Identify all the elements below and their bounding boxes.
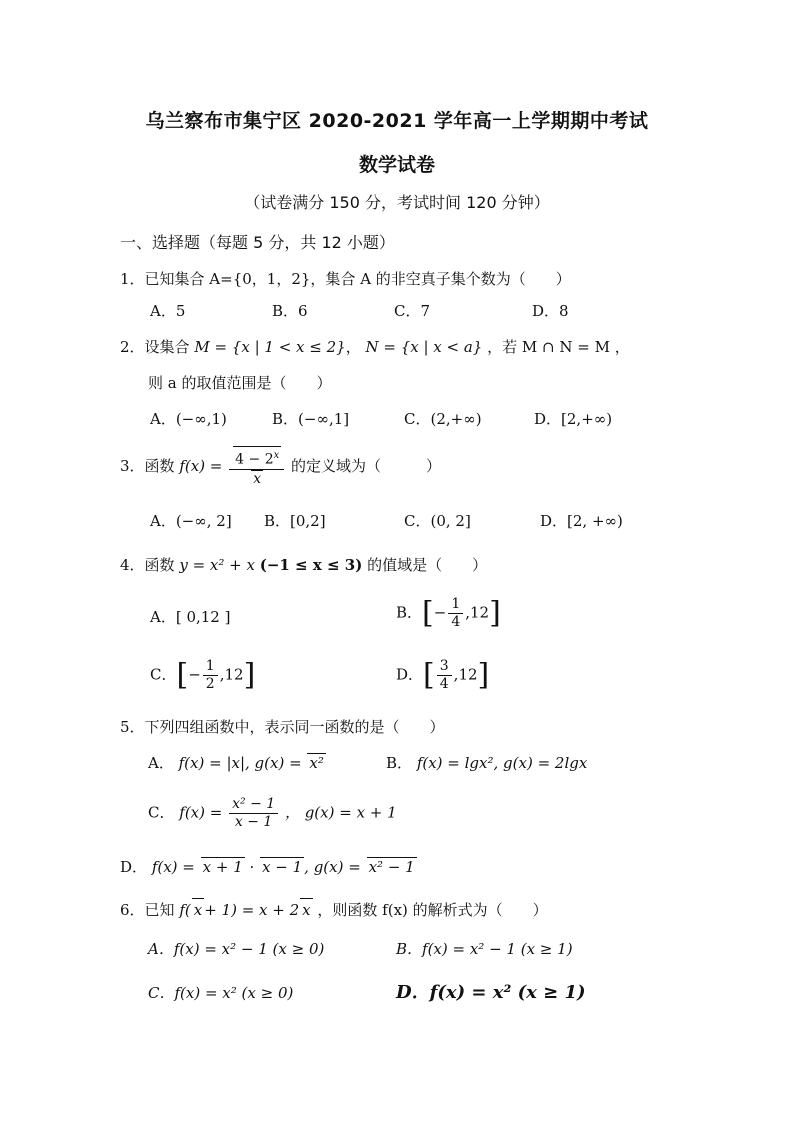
question-3 xyxy=(120,446,441,488)
q4-option-c-label: C． xyxy=(150,665,177,684)
q2-number: 2．设集合 xyxy=(120,338,190,356)
q2-set-m: M = {x | 1 < x ≤ 2} xyxy=(194,338,346,356)
q5-option-c-label: C． xyxy=(148,803,175,822)
q2-condition: ，若 M ∩ N = M ， xyxy=(487,338,630,356)
q3-option-d: D．[2, +∞) xyxy=(540,512,623,530)
q5-option-d-root2: x − 1 xyxy=(262,858,303,876)
q4-option-d-den: 4 xyxy=(439,676,449,692)
question-1: 1．已知集合 A={0，1，2}，集合 A 的非空真子集个数为（ ） xyxy=(120,270,571,288)
q4-suffix: 的值域是（ ） xyxy=(367,556,488,574)
q2-set-n: N = {x | x < a} xyxy=(365,338,483,356)
q5-option-b xyxy=(386,752,587,773)
q4-option-d: D．[ $\frac{3}{4}$ ,12] xyxy=(396,657,490,693)
question-2: 2．设集合 M = {x | 1 < x ≤ 2}， N = {x | x < a} ，若 M ∩ N = M ， xyxy=(120,338,630,356)
q5-option-d-f: f(x) = xyxy=(151,858,200,876)
q4-option-d-num: 3 xyxy=(437,658,452,676)
q3-numerator-exp: x xyxy=(273,450,280,461)
q5-option-d xyxy=(120,856,417,877)
q4-option-c: C．[− $\frac{1}{2}$ ,12] xyxy=(150,657,256,693)
q4-option-b-rest: ,12 xyxy=(465,603,490,622)
q5-option-c-num: x² − 1 xyxy=(229,796,278,814)
q4-option-b-num: 1 xyxy=(448,596,463,614)
q3-fraction xyxy=(229,446,284,488)
q5-option-d-g: , g(x) = xyxy=(304,858,366,876)
q4-range: (−1 ≤ x ≤ 3) xyxy=(259,556,363,574)
q6-root2: x xyxy=(300,898,312,921)
q6-option-c: C．f(x) = x² (x ≥ 0) xyxy=(148,984,294,1002)
q2-option-d: D．[2,+∞) xyxy=(534,410,613,428)
q1-option-c: C．7 xyxy=(394,302,431,320)
q5-option-a-label: A． xyxy=(148,754,174,772)
q6-option-b: B．f(x) = x² − 1 (x ≥ 1) xyxy=(396,940,573,958)
q4-function: y = x² + x xyxy=(179,556,255,574)
q6-suffix: ，则函数 f(x) 的解析式为（ ） xyxy=(317,901,548,919)
q4-option-c-rest: ,12 xyxy=(219,665,244,684)
question-6 xyxy=(120,898,548,921)
exam-subtitle: 数学试卷 xyxy=(358,154,435,176)
q3-option-a: A．(−∞, 2] xyxy=(150,512,232,530)
exam-note: （试卷满分 150 分，考试时间 120 分钟） xyxy=(244,193,550,212)
q2-option-c: C．(2,+∞) xyxy=(404,410,482,428)
q5-option-a xyxy=(148,752,326,773)
q3-function: f(x) = xyxy=(179,456,223,475)
q3-numerator: 4 − 2 xyxy=(235,451,274,468)
q4-option-c-den: 2 xyxy=(205,676,215,692)
q3-prefix: 3．函数 xyxy=(120,456,175,475)
q5-option-c-den: x − 1 xyxy=(234,814,273,830)
q5-option-d-label: D． xyxy=(120,858,148,876)
q6-prefix: 6．已知 xyxy=(120,901,175,919)
q5-option-c-f: f(x) = xyxy=(179,803,223,822)
q4-option-b: B．[− $\frac{1}{4}$ ,12] xyxy=(396,595,501,631)
exam-title: 乌兰察布市集宁区 2020-2021 学年高一上学期期中考试 xyxy=(145,110,649,132)
q5-option-b-label: B． xyxy=(386,754,413,772)
q5-option-c-g: ， g(x) = x + 1 xyxy=(284,803,397,822)
q4-prefix: 4．函数 xyxy=(120,556,175,574)
q2-line2: 则 a 的取值范围是（ ） xyxy=(148,374,332,392)
q2-option-b: B．(−∞,1] xyxy=(272,410,350,428)
q6-root1: x xyxy=(192,898,204,921)
q6-f-rest: + 1) = x + 2 xyxy=(204,901,300,919)
q1-option-b: B．6 xyxy=(272,302,308,320)
q3-numerator-root xyxy=(233,446,281,469)
q4-option-b-label: B． xyxy=(396,603,423,622)
q4-option-d-rest: ,12 xyxy=(453,665,478,684)
q3-option-b: B．[0,2] xyxy=(264,512,326,530)
q5-option-b-expr: f(x) = lgx², g(x) = 2lgx xyxy=(416,754,588,772)
q3-option-c: C．(0, 2] xyxy=(404,512,471,530)
q5-option-c xyxy=(148,796,397,831)
q3-denominator: x xyxy=(253,470,262,487)
question-5: 5．下列四组函数中，表示同一函数的是（ ） xyxy=(120,718,445,736)
q4-option-a: A．[ 0,12 ] xyxy=(150,608,231,626)
q5-option-d-root3: x² − 1 xyxy=(368,858,415,876)
q5-option-d-dot: · xyxy=(244,858,260,876)
q6-f-open: f( xyxy=(179,901,191,919)
q3-suffix: 的定义域为（ ） xyxy=(291,456,442,475)
q4-option-b-den: 4 xyxy=(451,614,461,630)
q2-option-a: A．(−∞,1) xyxy=(150,410,227,428)
q4-option-d-label: D． xyxy=(396,665,424,684)
q1-option-d: D．8 xyxy=(532,302,569,320)
q6-option-a: A．f(x) = x² − 1 (x ≥ 0) xyxy=(148,940,325,958)
q4-option-c-num: 1 xyxy=(203,658,218,676)
question-4 xyxy=(120,554,487,576)
q5-option-a-root: x² xyxy=(309,754,324,772)
q6-option-d: D．f(x) = x² (x ≥ 1) xyxy=(396,982,586,1003)
q1-option-a: A．5 xyxy=(150,302,186,320)
section-heading: 一、选择题（每题 5 分，共 12 小题） xyxy=(120,233,395,252)
q5-option-d-root1: x + 1 xyxy=(202,858,243,876)
q5-option-a-expr: f(x) = |x|, g(x) = xyxy=(178,754,307,772)
